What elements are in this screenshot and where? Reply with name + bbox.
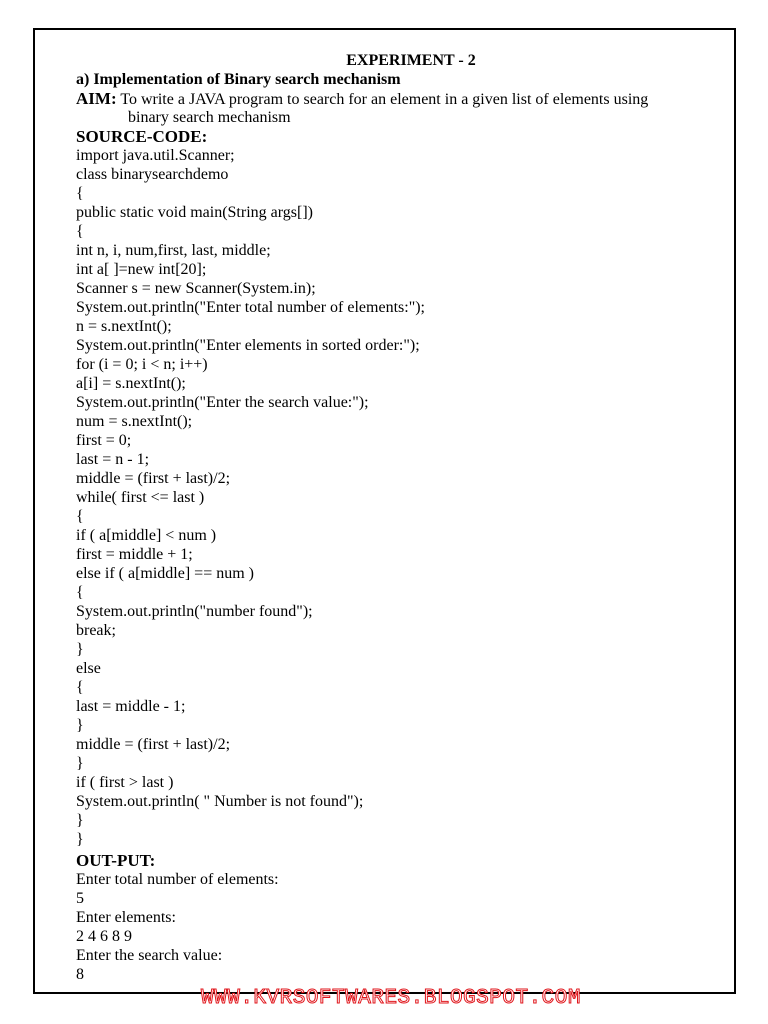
output-line: Enter elements:: [76, 909, 176, 926]
output-line: Enter total number of elements:: [76, 871, 279, 888]
code-line: while( first <= last ): [76, 489, 205, 506]
code-line: }: [76, 717, 84, 734]
code-line: {: [76, 508, 84, 525]
code-line: middle = (first + last)/2;: [76, 470, 231, 487]
code-line: int n, i, num,first, last, middle;: [76, 242, 271, 259]
output-label: OUT-PUT:: [76, 851, 156, 870]
aim-paragraph: [76, 89, 736, 109]
output-line: 2 4 6 8 9: [76, 928, 132, 945]
code-line: import java.util.Scanner;: [76, 147, 235, 164]
code-line: if ( a[middle] < num ): [76, 527, 217, 544]
code-line: Scanner s = new Scanner(System.in);: [76, 280, 316, 297]
output-block: [76, 870, 279, 984]
aim-text-continued: binary search mechanism: [128, 109, 291, 126]
section-heading: a) Implementation of Binary search mechanism: [76, 71, 401, 88]
source-code-label: SOURCE-CODE:: [76, 127, 208, 146]
aim-label: AIM:: [76, 89, 117, 108]
code-line: else: [76, 660, 101, 677]
source-code-block: [76, 146, 425, 849]
code-line: n = s.nextInt();: [76, 318, 172, 335]
code-line: num = s.nextInt();: [76, 413, 193, 430]
code-line: System.out.println("number found");: [76, 603, 313, 620]
code-line: if ( first > last ): [76, 774, 174, 791]
output-line: 5: [76, 890, 84, 907]
code-line: for (i = 0; i < n; i++): [76, 356, 208, 373]
output-line: 8: [76, 966, 84, 983]
code-line: }: [76, 641, 84, 658]
code-line: System.out.println("Enter the search value:");: [76, 394, 369, 411]
code-line: {: [76, 185, 84, 202]
footer-watermark: WWW.KVRSOFTWARES.BLOGSPOT.COM: [201, 987, 581, 1010]
code-line: break;: [76, 622, 116, 639]
code-line: first = 0;: [76, 432, 132, 449]
code-line: {: [76, 679, 84, 696]
code-line: public static void main(String args[]): [76, 204, 313, 221]
page-title: EXPERIMENT - 2: [346, 52, 476, 69]
code-line: last = n - 1;: [76, 451, 150, 468]
aim-text: To write a JAVA program to search for an element in a given list of elements using: [116, 91, 649, 108]
code-line: System.out.println("Enter total number of elements:");: [76, 299, 425, 316]
output-line: Enter the search value:: [76, 947, 223, 964]
code-line: class binarysearchdemo: [76, 166, 229, 183]
code-line: last = middle - 1;: [76, 698, 186, 715]
code-line: else if ( a[middle] == num ): [76, 565, 254, 582]
code-line: middle = (first + last)/2;: [76, 736, 231, 753]
code-line: {: [76, 584, 84, 601]
code-line: {: [76, 223, 84, 240]
code-line: int a[ ]=new int[20];: [76, 261, 207, 278]
code-line: }: [76, 812, 84, 829]
code-line: System.out.println( " Number is not found");: [76, 793, 364, 810]
code-line: }: [76, 831, 84, 848]
code-line: a[i] = s.nextInt();: [76, 375, 186, 392]
code-line: first = middle + 1;: [76, 546, 193, 563]
code-line: System.out.println("Enter elements in sorted order:");: [76, 337, 420, 354]
code-line: }: [76, 755, 84, 772]
